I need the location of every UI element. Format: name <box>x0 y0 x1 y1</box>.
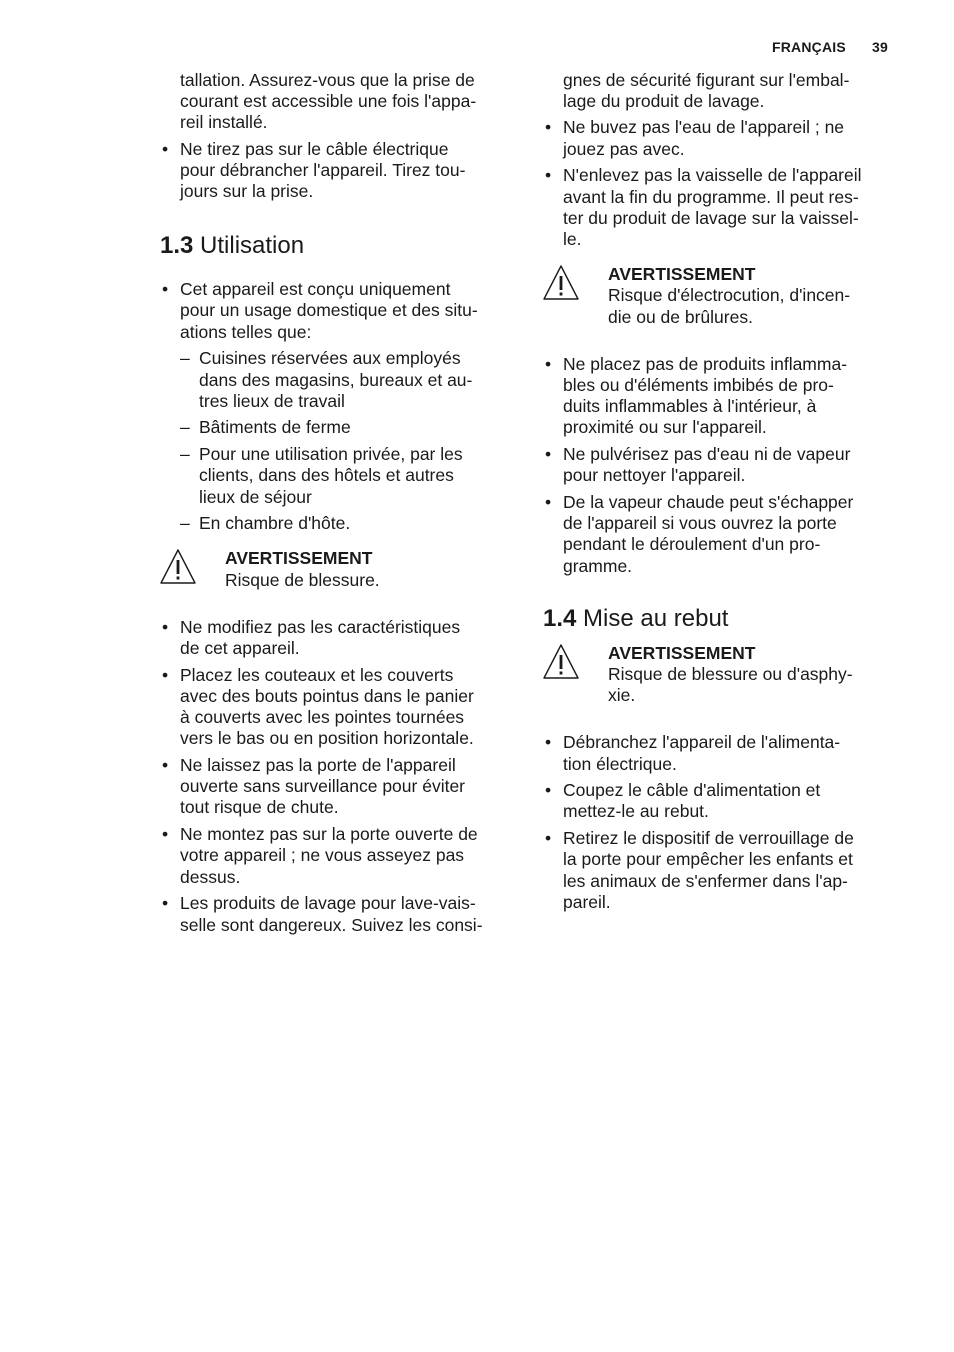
text-line: à couverts avec les pointes tournées <box>180 707 465 728</box>
section-number: 1.4 <box>543 604 577 632</box>
right-column <box>543 70 893 919</box>
text-line: Ne modifiez pas les caractéristiques <box>180 616 461 637</box>
text-line: de l'appareil si vous ouvrez la porte <box>563 513 837 534</box>
left-column <box>160 70 516 941</box>
text-line: dans des magasins, bureaux et au- <box>199 369 473 390</box>
text-line: de cet appareil. <box>180 638 300 659</box>
header-section: FRANÇAIS <box>771 39 846 55</box>
warning-triangle-icon <box>542 264 580 302</box>
warning-title: AVERTISSEMENT <box>608 264 756 285</box>
text-line: les animaux de s'enfermer dans l'ap- <box>563 870 848 891</box>
text-line: Débranchez l'appareil de l'alimenta- <box>563 732 841 753</box>
dash-item: – Bâtiments de ferme <box>180 417 351 438</box>
text-line: ations telles que: <box>180 321 312 342</box>
warning-text: Risque de blessure. <box>225 569 380 590</box>
text-line: Cet appareil est conçu uniquement <box>180 279 451 300</box>
text-line: jours sur la prise. <box>180 181 314 202</box>
text-line: vers le bas ou en position horizontale. <box>180 728 474 749</box>
intro-paragraph <box>543 70 893 112</box>
warning-triangle-icon <box>542 643 580 681</box>
bullet-list <box>543 354 893 577</box>
text-line: Ne tirez pas sur le câble électrique <box>180 138 449 159</box>
text-line: pendant le déroulement d'un pro- <box>563 534 821 555</box>
text-line: mettez-le au rebut. <box>563 801 709 822</box>
bullet-item: • Ne pulvérisez pas d'eau ni de vapeur pour nettoyer l'appareil. <box>545 444 851 486</box>
text-line: Bâtiments de ferme <box>199 417 351 438</box>
dash-item: – Pour une utilisation privée, par les clients, dans des hôtels et autres lieux de séjour <box>180 444 463 507</box>
text-line: le. <box>563 228 582 249</box>
text-line: Pour une utilisation privée, par les <box>199 444 463 465</box>
warning-block <box>543 643 893 707</box>
text-line: votre appareil ; ne vous asseyez pas <box>180 845 465 866</box>
text-line: Placez les couteaux et les couverts <box>180 664 454 685</box>
bullet-item: • Ne modifiez pas les caractéristiques de cet appareil. <box>162 616 461 659</box>
text-line: Les produits de lavage pour lave-vais- <box>180 893 476 914</box>
warning-triangle-icon <box>159 548 197 586</box>
text-line: Retirez le dispositif de verrouillage de <box>563 828 854 849</box>
section-title: Utilisation <box>200 232 305 260</box>
bullet-item: • Ne montez pas sur la porte ouverte de votre appareil ; ne vous asseyez pas dessus. <box>162 824 478 887</box>
text-line: En chambre d'hôte. <box>199 513 351 534</box>
text-line: dessus. <box>180 866 241 887</box>
text-line: bles ou d'éléments imbibés de pro- <box>563 374 834 395</box>
text-line: Cuisines réservées aux employés <box>199 348 461 369</box>
text-line: die ou de brûlures. <box>608 306 753 327</box>
page-header <box>772 39 888 55</box>
text-line: tres lieux de travail <box>199 390 345 411</box>
dash-item: – Cuisines réservées aux employés dans des magasins, bureaux et au- tres lieux de travail <box>180 348 473 411</box>
text-line: pour un usage domestique et des situ- <box>180 300 478 321</box>
warning-text <box>608 285 893 327</box>
bullet-list <box>160 617 516 936</box>
section-title: Mise au rebut <box>583 604 729 632</box>
text-line: Ne buvez pas l'eau de l'appareil ; ne <box>563 117 845 138</box>
bullet-item: • Ne laissez pas la porte de l'appareil ouverte sans surveillance pour éviter tout risque de chute. <box>162 755 466 818</box>
text-line: Risque d'électrocution, d'incen- <box>608 285 851 306</box>
text-line: gnes de sécurité figurant sur l'embal- <box>563 70 850 90</box>
text-line: pareil. <box>563 891 611 912</box>
text-line: tallation. Assurez-vous que la prise de <box>180 70 475 90</box>
text-line: selle sont dangereux. Suivez les consi- <box>180 914 483 935</box>
text-line: duits inflammables à l'intérieur, à <box>563 396 817 417</box>
dash-item: – En chambre d'hôte. <box>180 513 351 534</box>
bullet-item: • De la vapeur chaude peut s'échapper de l'appareil si vous ouvrez la porte pendant le déroulement d'un pro- gramme. <box>545 491 854 576</box>
warning-title: AVERTISSEMENT <box>608 642 756 663</box>
bullet-list <box>543 732 893 913</box>
text-line: avec des bouts pointus dans le panier <box>180 685 474 706</box>
bullet-item: • Débranchez l'appareil de l'alimenta- tion électrique. <box>545 732 841 774</box>
text-line: avant la fin du programme. Il peut res- <box>563 186 859 207</box>
bullet-item: • Les produits de lavage pour lave-vais- selle sont dangereux. Suivez les consi- <box>162 893 483 935</box>
text-line: clients, dans des hôtels et autres <box>199 465 454 486</box>
bullet-item: • Cet appareil est conçu uniquement pour un usage domestique et des situ- ations telles que: <box>162 279 478 342</box>
warning-block <box>160 548 516 590</box>
text-line: gramme. <box>563 555 633 576</box>
text-line: N'enlevez pas la vaisselle de l'appareil <box>563 165 862 186</box>
bullet-item: • Ne buvez pas l'eau de l'appareil ; ne jouez pas avec. <box>545 117 845 159</box>
text-line: Ne placez pas de produits inflamma- <box>563 353 848 374</box>
text-line: De la vapeur chaude peut s'échapper <box>563 491 854 512</box>
section-heading-utilisation <box>160 232 516 260</box>
text-line: jouez pas avec. <box>563 138 685 159</box>
text-line: lieux de séjour <box>199 486 312 507</box>
text-line: ter du produit de lavage sur la vaissel- <box>563 207 859 228</box>
text-line: pour débrancher l'appareil. Tirez tou- <box>180 159 466 180</box>
text-line: tout risque de chute. <box>180 797 339 818</box>
intro-paragraph <box>160 70 516 134</box>
page-number: 39 <box>872 39 888 55</box>
bullet-item: • Retirez le dispositif de verrouillage de la porte pour empêcher les enfants et les animaux de s'enfermer dans l'ap- pareil. <box>545 828 854 912</box>
text-line: tion électrique. <box>563 753 677 774</box>
text-line: xie. <box>608 685 636 706</box>
text-line: ouverte sans surveillance pour éviter <box>180 776 466 797</box>
section-heading-mise-au-rebut <box>543 605 893 633</box>
text-line: Ne laissez pas la porte de l'appareil <box>180 755 456 776</box>
section-number: 1.3 <box>160 232 194 260</box>
warning-block <box>543 264 893 328</box>
text-line: Ne montez pas sur la porte ouverte de <box>180 824 478 845</box>
text-line: lage du produit de lavage. <box>563 91 765 112</box>
bullet-item: • Placez les couteaux et les couverts avec des bouts pointus dans le panier à couverts avec les pointes tournées vers le bas ou en position horizontale. <box>162 664 474 749</box>
bullet-item: • Ne tirez pas sur le câble électrique pour débrancher l'appareil. Tirez tou- jours sur la prise. <box>162 138 466 202</box>
text-line: Coupez le câble d'alimentation et <box>563 780 821 801</box>
bullet-list <box>543 117 893 250</box>
bullet-item: • Ne placez pas de produits inflamma- bles ou d'éléments imbibés de pro- duits inflammables à l'intérieur, à proximité ou sur l'appareil. <box>545 353 848 438</box>
text-line: Ne pulvérisez pas d'eau ni de vapeur <box>563 444 851 465</box>
warning-title: AVERTISSEMENT <box>225 548 373 569</box>
text-line: courant est accessible une fois l'appa- <box>180 91 477 112</box>
text-line: proximité ou sur l'appareil. <box>563 417 767 438</box>
text-line: reil installé. <box>180 112 268 133</box>
bullet-item: • Coupez le câble d'alimentation et mettez-le au rebut. <box>545 780 821 822</box>
bullet-item: • N'enlevez pas la vaisselle de l'appareil avant la fin du programme. Il peut res- ter du produit de lavage sur la vaissel- le. <box>545 165 862 249</box>
text-line: pour nettoyer l'appareil. <box>563 465 746 486</box>
text-line: la porte pour empêcher les enfants et <box>563 849 853 870</box>
warning-text <box>608 664 893 706</box>
text-line: Risque de blessure ou d'asphy- <box>608 663 853 684</box>
dash-list <box>160 348 516 534</box>
